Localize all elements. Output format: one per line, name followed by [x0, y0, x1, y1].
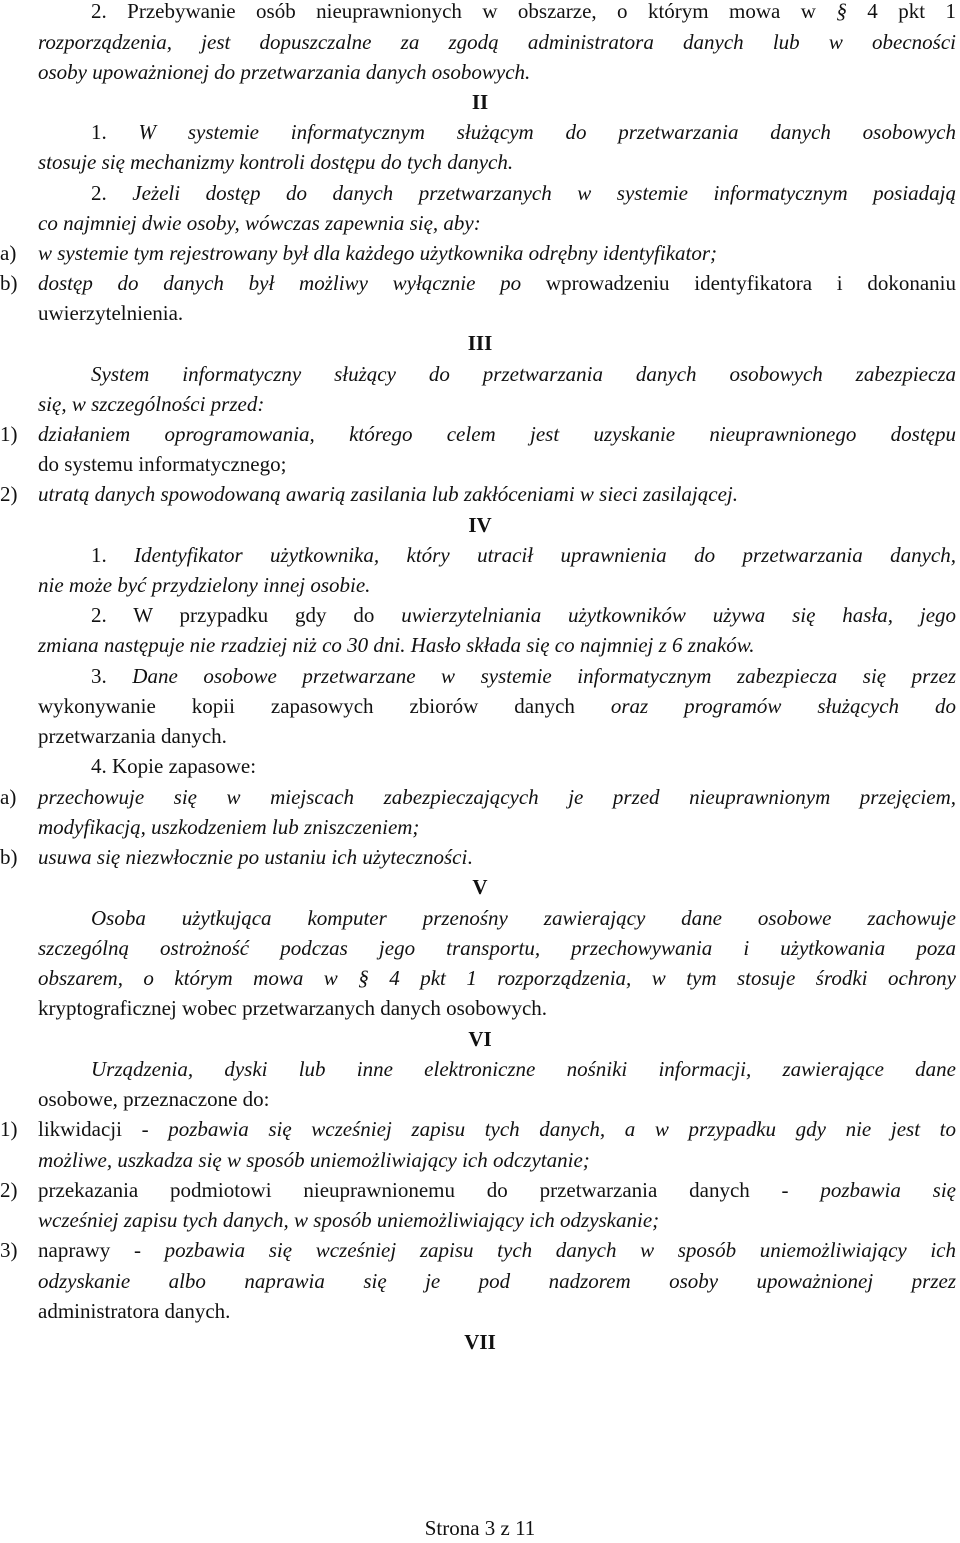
section-sign: §	[836, 0, 847, 23]
paragraph-line	[91, 117, 956, 147]
text-span: likwidacji -	[38, 1117, 169, 1141]
text-span: 2. Przebywanie osób nieuprawnionych w obszarze, o którym mowa w	[91, 0, 837, 23]
list-marker: b)	[0, 845, 18, 869]
text-span: Jeżeli dostęp do danych przetwarzanych w systemie informatycznym posiadają	[132, 181, 956, 205]
section-sign: §	[358, 966, 369, 990]
text-span: działaniem oprogramowania, którego celem jest uzyskanie nieuprawnionego dostępu	[38, 422, 956, 446]
item-number: 2.	[91, 603, 134, 627]
list-item-continuation	[38, 1205, 659, 1235]
text-span: odzyskanie albo naprawia się je pod nadzorem osoby upoważnionej przez	[38, 1269, 956, 1293]
list-marker: 1)	[0, 1117, 18, 1141]
text-span: wykonywanie kopii zapasowych zbiorów danych	[38, 694, 575, 718]
list-item	[38, 268, 956, 298]
paragraph-line	[38, 933, 956, 963]
section-heading-II: II	[471, 90, 489, 114]
list-item-continuation	[38, 1266, 956, 1296]
paragraph-line: przetwarzania danych.	[38, 724, 227, 748]
text-span: dostęp do danych był możliwy wyłącznie po	[38, 271, 522, 295]
text-span: przechowuje się w miejscach zabezpieczających je przed nieuprawnionym przejęciem,	[38, 785, 956, 809]
text-span: nie może być przydzielony innej osobie.	[38, 573, 371, 597]
item-number: 2.	[91, 181, 133, 205]
list-marker: b)	[0, 271, 18, 295]
list-item-continuation: do systemu informatycznego;	[38, 452, 287, 476]
section-heading-III: III	[467, 331, 493, 355]
list-item	[38, 842, 473, 872]
text-span: oraz programów służących do	[574, 694, 956, 718]
paragraph-line: 4. Kopie zapasowe:	[91, 754, 257, 778]
paragraph-line	[38, 630, 755, 660]
paragraph-line: kryptograficznej wobec przetwarzanych danych osobowych.	[38, 996, 548, 1020]
list-item-continuation: administratora danych.	[38, 1299, 231, 1323]
item-number: 3.	[91, 664, 133, 688]
text-span: zmiana następuje nie rzadziej niż co 30 dni.	[38, 633, 406, 657]
text-span: Dane osobowe przetwarzane w systemie informatycznym zabezpiecza się przez	[132, 664, 957, 688]
section-heading-VII: VII	[464, 1330, 496, 1354]
text-span: W systemie informatycznym służącym do przetwarzania danych osobowych	[138, 120, 956, 144]
paragraph-line	[38, 963, 956, 993]
list-marker: 2)	[0, 1178, 18, 1202]
text-span: wcześniej zapisu tych danych, w sposób uniemożliwiający ich odzyskanie;	[38, 1208, 660, 1232]
text-span: naprawy -	[38, 1238, 165, 1262]
list-item	[38, 1235, 956, 1265]
item-number: 1.	[91, 543, 135, 567]
text-span: przekazania podmiotowi nieuprawnionemu do przetwarzania danych -	[38, 1178, 821, 1202]
paragraph-line	[38, 389, 264, 419]
list-item	[38, 238, 717, 268]
paragraph-line	[91, 540, 956, 570]
text-span: stosuje się mechanizmy kontroli dostępu do tych danych.	[38, 150, 514, 174]
text-span: Urządzenia, dyski lub inne elektroniczne nośniki informacji, zawierające dane	[91, 1057, 956, 1081]
text-span: osoby upoważnionej do przetwarzania danych osobowych.	[38, 60, 531, 84]
paragraph-line	[38, 27, 956, 57]
list-item	[38, 419, 956, 449]
text-span: System informatyczny służący do przetwarzania danych osobowych zabezpiecza	[91, 362, 956, 386]
section-heading-IV: IV	[468, 513, 492, 537]
paragraph-line	[91, 903, 956, 933]
list-marker: a)	[0, 241, 17, 265]
list-item	[38, 1114, 956, 1144]
text-span: modyfikacją, uszkodzeniem lub zniszczeniem;	[38, 815, 420, 839]
list-marker: 1)	[0, 422, 18, 446]
text-span: uwierzytelniania użytkowników używa się hasła, jego	[401, 603, 957, 627]
paragraph-line: osobowe, przeznaczone do:	[38, 1087, 270, 1111]
item-number: 1.	[91, 120, 139, 144]
paragraph-line	[38, 57, 530, 87]
paragraph-line	[91, 0, 956, 26]
paragraph-line	[91, 1054, 956, 1084]
text-span: pozbawia się	[820, 1178, 956, 1202]
text-span: Identyfikator użytkownika, który utracił uprawnienia do przetwarzania danych,	[134, 543, 957, 567]
section-heading-VI: VI	[468, 1027, 492, 1051]
text-span: obszarem, o którym mowa w	[38, 966, 359, 990]
list-item	[38, 782, 956, 812]
list-marker: a)	[0, 785, 17, 809]
text-span: pozbawia się wcześniej zapisu tych danych w sposób uniemożliwiający ich	[164, 1238, 957, 1262]
paragraph-line	[91, 661, 956, 691]
text-span: 4 pkt 1 rozporządzenia, w tym stosuje środki ochrony	[368, 966, 957, 990]
text-span: .	[467, 845, 473, 869]
list-item	[38, 479, 738, 509]
list-marker: 2)	[0, 482, 18, 506]
text-span: 4 pkt 1	[846, 0, 956, 23]
text-span: szczególną ostrożność podczas jego transportu, przechowywania i użytkowania poza	[38, 936, 956, 960]
text-span: Osoba użytkująca komputer przenośny zawierający dane osobowe zachowuje	[91, 906, 956, 930]
page-number-footer: Strona 3 z 11	[424, 1516, 536, 1540]
text-span: pozbawia się wcześniej zapisu tych danych, a w przypadku gdy nie jest to	[168, 1117, 956, 1141]
section-heading-V: V	[472, 875, 488, 899]
text-span: wprowadzeniu identyfikatora i dokonaniu	[521, 271, 956, 295]
list-item-continuation	[38, 1145, 590, 1175]
list-item-continuation	[38, 812, 419, 842]
text-span: Hasło składa się co najmniej z 6 znaków.	[405, 633, 755, 657]
text-span: możliwe, uszkadza się w sposób uniemożliwiający ich odczytanie;	[38, 1148, 590, 1172]
text-span: w systemie tym rejestrowany był dla każdego użytkownika odrębny identyfikator;	[38, 241, 718, 265]
text-span: rozporządzenia, jest dopuszczalne za zgodą administratora danych lub w obecności	[38, 30, 956, 54]
text-span: utratą danych spowodowaną awarią zasilania lub zakłóceniami w sieci zasilającej.	[38, 482, 738, 506]
text-span: co najmniej dwie osoby, wówczas zapewnia się, aby:	[38, 211, 481, 235]
paragraph-line	[38, 147, 513, 177]
text-span: się, w szczególności przed:	[38, 392, 265, 416]
list-item	[38, 1175, 956, 1205]
list-item-continuation: uwierzytelnienia.	[38, 301, 184, 325]
text-span: W przypadku gdy do	[133, 603, 402, 627]
paragraph-line	[91, 178, 956, 208]
paragraph-line	[38, 691, 956, 721]
paragraph-line	[91, 359, 956, 389]
text-span: usuwa się niezwłocznie po ustaniu ich użyteczności	[38, 845, 468, 869]
paragraph-line	[91, 600, 956, 630]
paragraph-line	[38, 570, 370, 600]
list-marker: 3)	[0, 1238, 18, 1262]
paragraph-line	[38, 208, 481, 238]
